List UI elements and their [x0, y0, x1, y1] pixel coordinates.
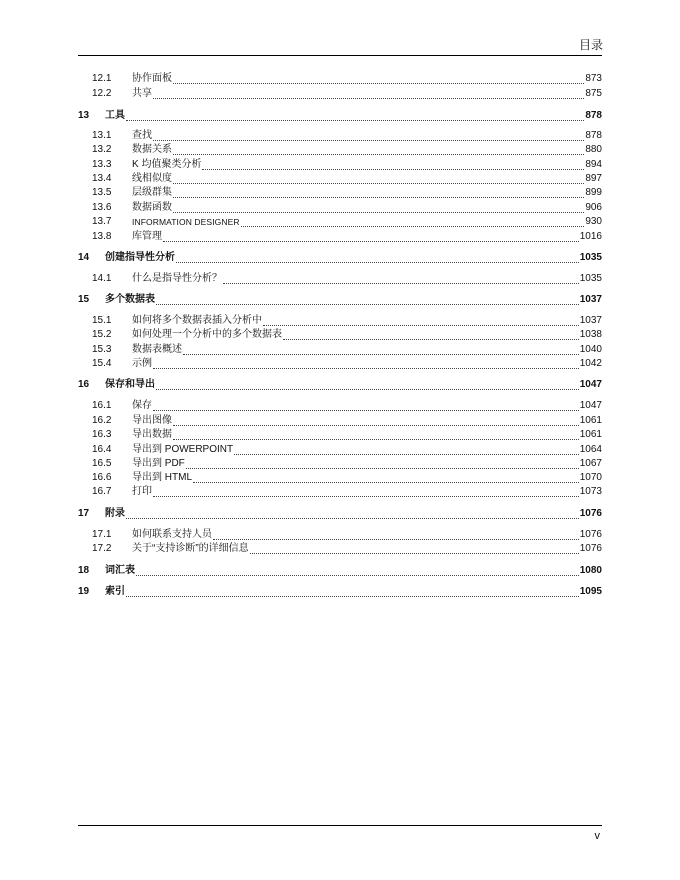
- toc-entry[interactable]: 13.4 线相似度 897: [92, 173, 602, 184]
- toc-entry[interactable]: 16.2 导出图像 1061: [92, 415, 602, 426]
- toc-entry[interactable]: 13.3 K 均值聚类分析 894: [92, 159, 602, 170]
- toc-entry[interactable]: 16.6 导出到 HTML 1070: [92, 472, 602, 483]
- toc-entry[interactable]: 16.5 导出到 PDF 1067: [92, 458, 602, 469]
- header-divider: [78, 55, 602, 56]
- toc-entry[interactable]: 13.6 数据函数 906: [92, 202, 602, 213]
- toc-entry[interactable]: 17.2 关于“支持诊断”的详细信息 1076: [92, 543, 602, 554]
- toc-entry[interactable]: 16.3 导出数据 1061: [92, 429, 602, 440]
- toc-chapter-entry[interactable]: 18 词汇表 1080: [78, 565, 602, 576]
- toc-entry[interactable]: 13.5 层级群集 899: [92, 187, 602, 198]
- toc-chapter-entry[interactable]: 17 附录 1076: [78, 508, 602, 519]
- toc-chapter-entry[interactable]: 14 创建指导性分析 1035: [78, 252, 602, 263]
- toc-entry[interactable]: 16.7 打印 1073: [92, 486, 602, 497]
- toc-entry[interactable]: 13.2 数据关系 880: [92, 144, 602, 155]
- toc-entry[interactable]: 13.7 INFORMATION DESIGNER 930: [92, 216, 602, 227]
- toc-entry[interactable]: 17.1 如何联系支持人员 1076: [92, 529, 602, 540]
- toc-entry[interactable]: 15.3 数据表概述 1040: [92, 344, 602, 355]
- toc-entry[interactable]: 13.1 查找 878: [92, 130, 602, 141]
- toc-chapter-entry[interactable]: 19 索引 1095: [78, 586, 602, 597]
- toc-chapter-entry[interactable]: 16 保存和导出 1047: [78, 379, 602, 390]
- toc-entry[interactable]: 14.1 什么是指导性分析？ 1035: [92, 273, 602, 284]
- footer-divider: [78, 825, 602, 826]
- toc-entry[interactable]: 15.4 示例 1042: [92, 358, 602, 369]
- toc-entry[interactable]: 12.1 协作面板 873: [92, 73, 602, 84]
- toc-chapter-entry[interactable]: 13 工具 878: [78, 110, 602, 121]
- toc-entry[interactable]: 16.1 保存 1047: [92, 400, 602, 411]
- toc-entry[interactable]: 16.4 导出到 POWERPOINT 1064: [92, 444, 602, 455]
- toc-entry[interactable]: 12.2 共享 875: [92, 88, 602, 99]
- toc-entry[interactable]: 15.2 如何处理一个分析中的多个数据表 1038: [92, 329, 602, 340]
- header-title: 目录: [578, 38, 603, 52]
- page-number: v: [594, 830, 600, 842]
- toc-entry[interactable]: 13.8 库管理 1016: [92, 231, 602, 242]
- toc-entry[interactable]: 15.1 如何将多个数据表插入分析中 1037: [92, 315, 602, 326]
- toc-chapter-entry[interactable]: 15 多个数据表 1037: [78, 294, 602, 305]
